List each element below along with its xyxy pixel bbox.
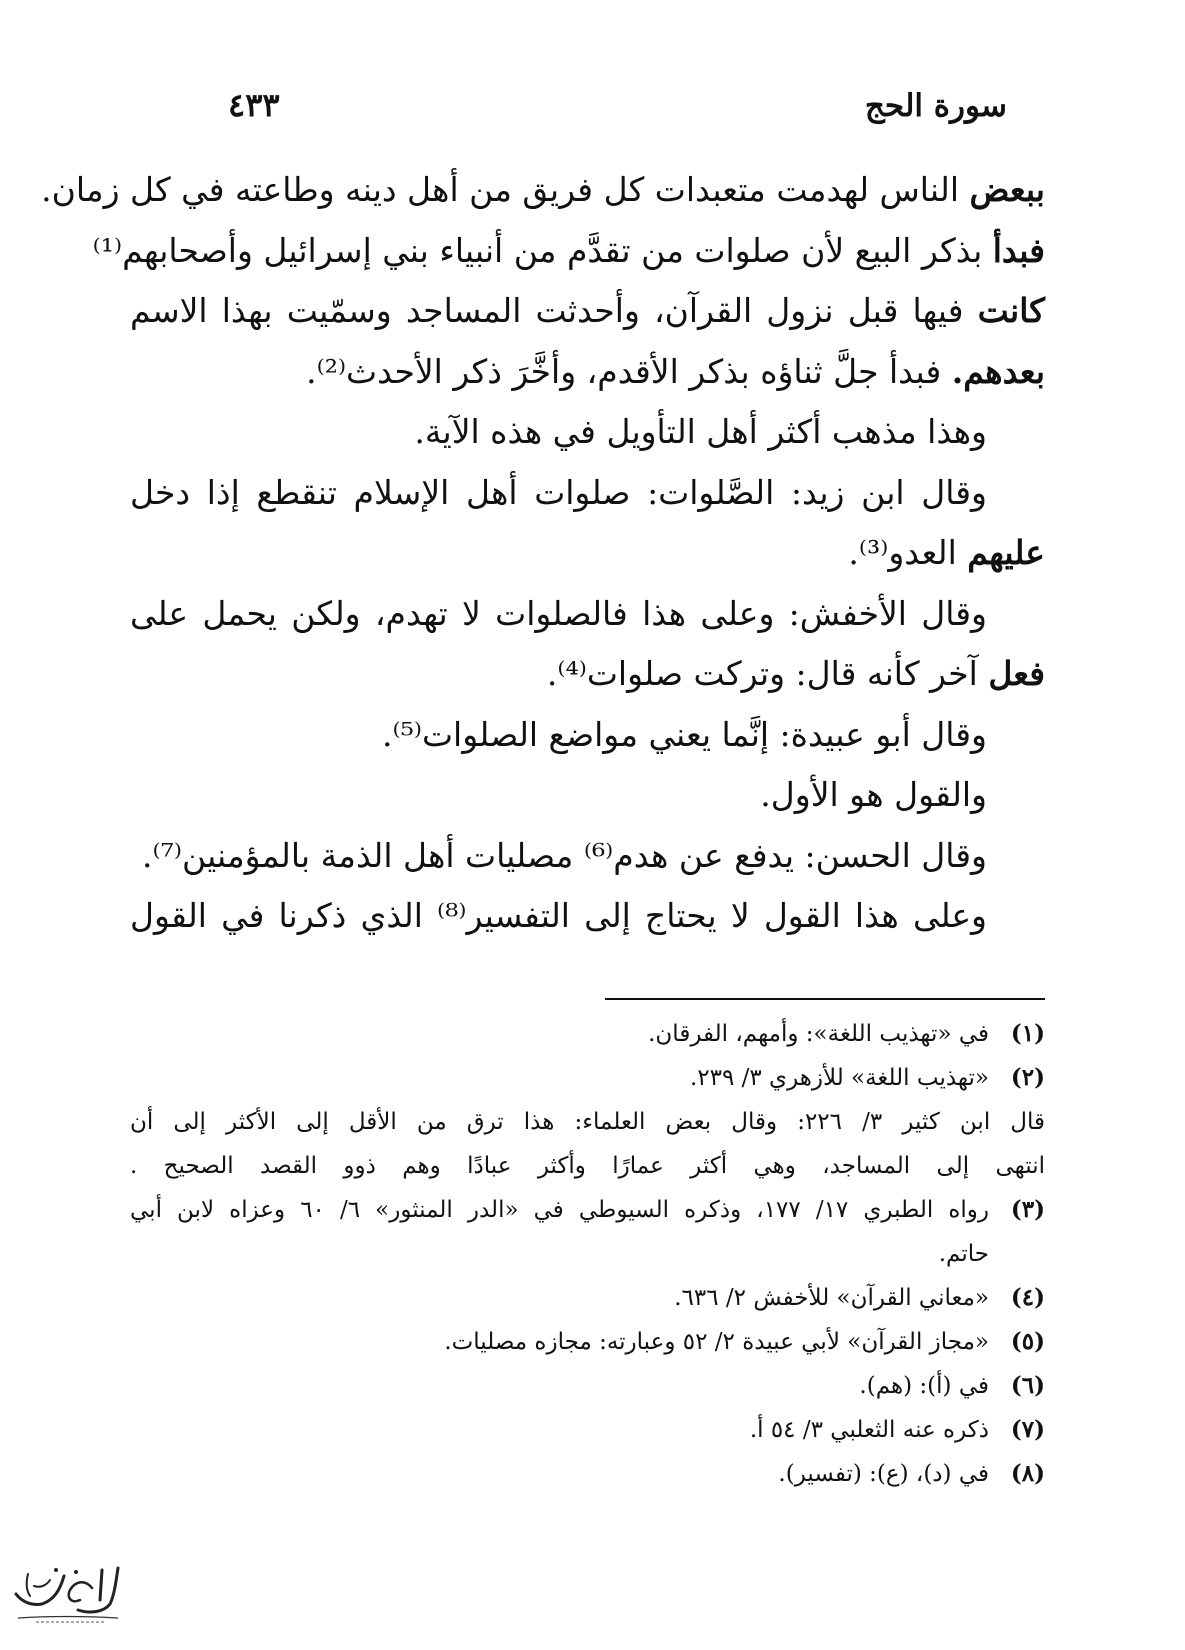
- footnotes: [130, 1012, 1045, 1496]
- body-line: [130, 765, 1045, 826]
- line-text: آخر كأنه قال: وتركت صلوات⁽⁴⁾.: [546, 654, 989, 693]
- line-text: وقال أبو عبيدة: إنَّما يعني مواضع الصلوات⁽⁵⁾.: [382, 714, 987, 754]
- stamp-graphic: [6, 1560, 126, 1632]
- body-text: [41, 160, 1045, 947]
- footnote: [130, 1188, 1045, 1232]
- footnote-number: (٣): [1010, 1196, 1045, 1223]
- body-line: [130, 281, 1045, 342]
- body-line: [130, 644, 1045, 705]
- footnote-continuation: [130, 1100, 1045, 1144]
- footnote-number: (٦): [1010, 1372, 1045, 1399]
- footnote-number: (١): [1010, 1020, 1045, 1047]
- line-text: وقال ابن زيد: الصَّلوات: صلوات أهل الإسلام تنقطع إذا دخل: [130, 472, 987, 512]
- footnote-text: حاتم.: [938, 1241, 989, 1267]
- footnote: [130, 1364, 1045, 1408]
- footnote: [130, 1408, 1045, 1452]
- page-number: ٤٣٣: [228, 86, 280, 124]
- footnote-text: «معاني القرآن» للأخفش ٢/ ٦٣٦.: [674, 1285, 989, 1311]
- line-text: العدو⁽³⁾.: [848, 533, 968, 572]
- line-text: وقال الأخفش: وعلى هذا فالصلوات لا تهدم، ولكن يحمل على: [130, 593, 987, 633]
- footnote-text: في «تهذيب اللغة»: وأمهم، الفرقان.: [648, 1021, 989, 1047]
- footnote-text: «مجاز القرآن» لأبي عبيدة ٢/ ٥٢ وعبارته: مجازه مصليات.: [444, 1329, 989, 1355]
- body-line: [130, 342, 1045, 403]
- footnote-separator: [605, 998, 1045, 1000]
- body-line: [130, 584, 1045, 645]
- line-text: الناس لهدمت متعبدات كل فريق من أهل دينه وطاعته في كل زمان.: [41, 170, 970, 209]
- footnote-text: رواه الطبري ١٧/ ١٧٧، وذكره السيوطي في «الدر المنثور» ٦/ ٦٠ وعزاه لابن أبي: [130, 1197, 990, 1223]
- body-line: [41, 160, 1045, 221]
- line-lead-word: فعل: [988, 654, 1045, 693]
- line-text: وهذا مذهب أكثر أهل التأويل في هذه الآية.: [414, 412, 987, 451]
- line-text: فبدأ جلَّ ثناؤه بذكر الأقدم، وأخَّرَ ذكر الأحدث⁽²⁾.: [306, 351, 952, 391]
- line-text: فيها قبل نزول القرآن، وأحدثت المساجد وسمّيت بهذا الاسم: [130, 291, 978, 330]
- line-lead-word: كانت: [977, 291, 1045, 330]
- body-line: [130, 402, 1045, 463]
- line-lead-word: فبدأ: [992, 230, 1045, 270]
- footnote: [130, 1276, 1045, 1320]
- footnote: [130, 1320, 1045, 1364]
- body-line: [92, 221, 1045, 282]
- line-lead-word: بعدهم.: [951, 351, 1045, 391]
- footnote-text: «تهذيب اللغة» للأزهري ٣/ ٢٣٩.: [689, 1065, 989, 1091]
- footnote: [130, 1056, 1045, 1100]
- footnote-text: ذكره عنه الثعلبي ٣/ ٥٤ أ.: [749, 1417, 989, 1443]
- line-lead-word: عليهم: [967, 533, 1045, 572]
- line-text: وعلى هذا القول لا يحتاج إلى التفسير⁽⁸⁾ الذي ذكرنا في القول: [130, 896, 987, 935]
- body-line: [130, 705, 1045, 766]
- footnote-number: (٨): [1010, 1460, 1045, 1487]
- body-line: [130, 826, 1045, 887]
- footnote-number: (٢): [1010, 1064, 1045, 1091]
- line-text: والقول هو الأول.: [760, 775, 987, 814]
- footnote: [130, 1452, 1045, 1496]
- running-title: سورة الحج: [864, 88, 1007, 124]
- footnote-continuation: [130, 1144, 1045, 1188]
- line-text: بذكر البيع لأن صلوات من تقدَّم من أنبياء بني إسرائيل وأصحابهم⁽¹⁾: [92, 230, 993, 270]
- footnote-number: (٤): [1010, 1284, 1045, 1311]
- footnote-text: في (د)، (ع): (تفسير).: [778, 1461, 989, 1487]
- line-lead-word: ببعض: [969, 170, 1045, 209]
- footnote-number: (٥): [1010, 1328, 1045, 1355]
- line-text: وقال الحسن: يدفع عن هدم⁽⁶⁾ مصليات أهل الذمة بالمؤمنين⁽⁷⁾.: [142, 835, 987, 875]
- footnote: [130, 1012, 1045, 1056]
- footnote-text: انتهى إلى المساجد، وهي أكثر عمارًا وأكثر عبادًا وهم ذوو القصد الصحيح .: [130, 1153, 1045, 1179]
- body-line: [130, 463, 1045, 524]
- body-line: [130, 523, 1045, 584]
- calligraphy-stamp-logo: [6, 1560, 126, 1632]
- footnote-text: قال ابن كثير ٣/ ٢٢٦: وقال بعض العلماء: هذا ترق من الأقل إلى الأكثر إلى أن: [130, 1109, 1046, 1135]
- footnote-continuation: [130, 1232, 1045, 1276]
- body-line: [130, 886, 1045, 947]
- footnote-text: في (أ): (هم).: [859, 1373, 989, 1399]
- footnote-number: (٧): [1010, 1416, 1045, 1443]
